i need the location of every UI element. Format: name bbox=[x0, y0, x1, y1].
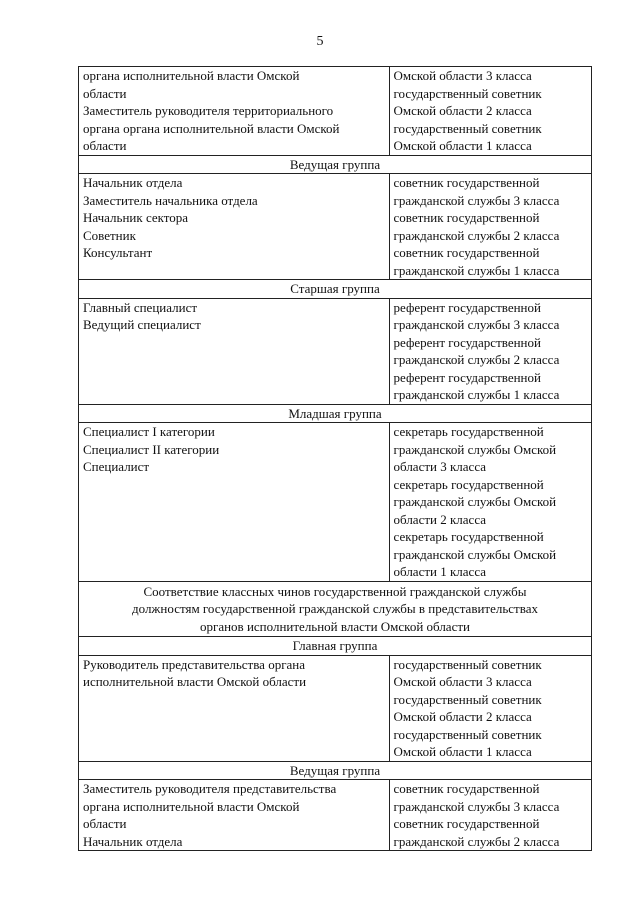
class-rank-cell bbox=[389, 780, 591, 851]
class-rank-line: гражданской службы Омской bbox=[393, 546, 557, 562]
group-header-row bbox=[79, 637, 592, 656]
class-rank-line: гражданской службы Омской bbox=[393, 494, 557, 509]
class-rank-line: государственный советник bbox=[393, 120, 542, 136]
position-line: Ведущий специалист bbox=[83, 317, 201, 332]
group-header-row bbox=[79, 155, 592, 174]
class-rank-line: советник государственной bbox=[393, 245, 540, 260]
position-line: Специалист I категории bbox=[83, 424, 215, 439]
class-rank-line: гражданской службы 1 класса bbox=[393, 387, 560, 402]
position-line: Начальник сектора bbox=[83, 210, 189, 225]
class-rank-cell bbox=[389, 423, 591, 582]
group-title: Ведущая группа bbox=[79, 155, 592, 174]
class-rank-line: гражданской службы 3 класса bbox=[393, 317, 560, 332]
group-header-row bbox=[79, 761, 592, 780]
position-line: Заместитель руководителя территориального bbox=[83, 103, 334, 118]
position-line: Заместитель начальника отдела bbox=[83, 192, 258, 208]
position-line: Консультант bbox=[83, 245, 153, 260]
position-line: Начальник отдела bbox=[83, 833, 183, 849]
section-title-line: Соответствие классных чинов государственной гражданской службы bbox=[143, 583, 527, 599]
class-rank-line: гражданской службы Омской bbox=[393, 441, 557, 457]
table-row bbox=[79, 67, 592, 156]
rank-correspondence-table bbox=[78, 66, 592, 851]
table-row bbox=[79, 298, 592, 404]
class-rank-line: секретарь государственной bbox=[393, 424, 544, 439]
position-cell bbox=[79, 423, 390, 582]
position-line: Руководитель представительства органа bbox=[83, 656, 306, 672]
position-line: Специалист II категории bbox=[83, 441, 220, 457]
class-rank-cell bbox=[389, 298, 591, 404]
class-rank-line: Омской области 2 класса bbox=[393, 103, 532, 118]
position-line: исполнительной власти Омской области bbox=[83, 674, 307, 689]
class-rank-line: Омской области 3 класса bbox=[393, 674, 532, 689]
table-body bbox=[79, 67, 592, 851]
position-cell bbox=[79, 298, 390, 404]
position-line: Специалист bbox=[83, 459, 150, 474]
class-rank-line: Омской области 3 класса bbox=[393, 68, 532, 83]
class-rank-line: области 1 класса bbox=[393, 564, 487, 579]
class-rank-line: государственный советник bbox=[393, 691, 542, 707]
position-line: области bbox=[83, 85, 127, 101]
class-rank-line: государственный советник bbox=[393, 726, 542, 742]
class-rank-line: секретарь государственной bbox=[393, 476, 544, 492]
class-rank-line: советник государственной bbox=[393, 781, 540, 796]
class-rank-line: области 3 класса bbox=[393, 459, 487, 474]
class-rank-line: Омской области 1 класса bbox=[393, 744, 532, 759]
class-rank-line: секретарь государственной bbox=[393, 529, 544, 544]
group-title: Ведущая группа bbox=[79, 761, 592, 780]
group-header-row bbox=[79, 404, 592, 423]
position-line: органа исполнительной власти Омской bbox=[83, 798, 300, 814]
position-line: Советник bbox=[83, 227, 136, 243]
class-rank-line: референт государственной bbox=[393, 334, 541, 350]
position-line: Главный специалист bbox=[83, 299, 198, 315]
class-rank-line: гражданской службы 2 класса bbox=[393, 352, 560, 367]
class-rank-line: гражданской службы 3 класса bbox=[393, 798, 560, 814]
class-rank-line: советник государственной bbox=[393, 210, 540, 225]
position-line: области bbox=[83, 816, 127, 831]
section-header-row bbox=[79, 581, 592, 637]
class-rank-line: гражданской службы 1 класса bbox=[393, 262, 560, 278]
group-title: Старшая группа bbox=[79, 280, 592, 299]
class-rank-cell bbox=[389, 67, 591, 156]
class-rank-cell bbox=[389, 655, 591, 761]
class-rank-line: советник государственной bbox=[393, 175, 540, 190]
position-cell bbox=[79, 67, 390, 156]
table-row bbox=[79, 655, 592, 761]
group-header-row bbox=[79, 280, 592, 299]
class-rank-line: гражданской службы 2 класса bbox=[393, 227, 560, 243]
table-row bbox=[79, 423, 592, 582]
class-rank-line: государственный советник bbox=[393, 656, 542, 672]
class-rank-line: советник государственной bbox=[393, 816, 540, 831]
class-rank-line: референт государственной bbox=[393, 299, 541, 315]
section-title bbox=[79, 581, 592, 637]
position-line: Заместитель руководителя представительства bbox=[83, 781, 337, 796]
page-number: 5 bbox=[316, 34, 324, 49]
section-title-line: органов исполнительной власти Омской области bbox=[200, 618, 470, 634]
class-rank-line: государственный советник bbox=[393, 85, 542, 101]
group-title: Младшая группа bbox=[79, 404, 592, 423]
position-cell bbox=[79, 780, 390, 851]
class-rank-line: гражданской службы 2 класса bbox=[393, 833, 560, 849]
position-cell bbox=[79, 174, 390, 280]
position-line: органа органа исполнительной власти Омской bbox=[83, 120, 340, 136]
position-line: органа исполнительной власти Омской bbox=[83, 68, 300, 83]
class-rank-line: референт государственной bbox=[393, 369, 541, 385]
position-line: области bbox=[83, 138, 127, 153]
class-rank-line: Омской области 1 класса bbox=[393, 138, 532, 153]
class-rank-line: Омской области 2 класса bbox=[393, 709, 532, 724]
position-line: Начальник отдела bbox=[83, 175, 183, 190]
class-rank-line: области 2 класса bbox=[393, 511, 487, 527]
section-title-line: должностям государственной гражданской службы в представительствах bbox=[132, 601, 538, 616]
table-row bbox=[79, 174, 592, 280]
class-rank-line: гражданской службы 3 класса bbox=[393, 192, 560, 208]
class-rank-cell bbox=[389, 174, 591, 280]
position-cell bbox=[79, 655, 390, 761]
table-row bbox=[79, 780, 592, 851]
group-title: Главная группа bbox=[79, 637, 592, 656]
